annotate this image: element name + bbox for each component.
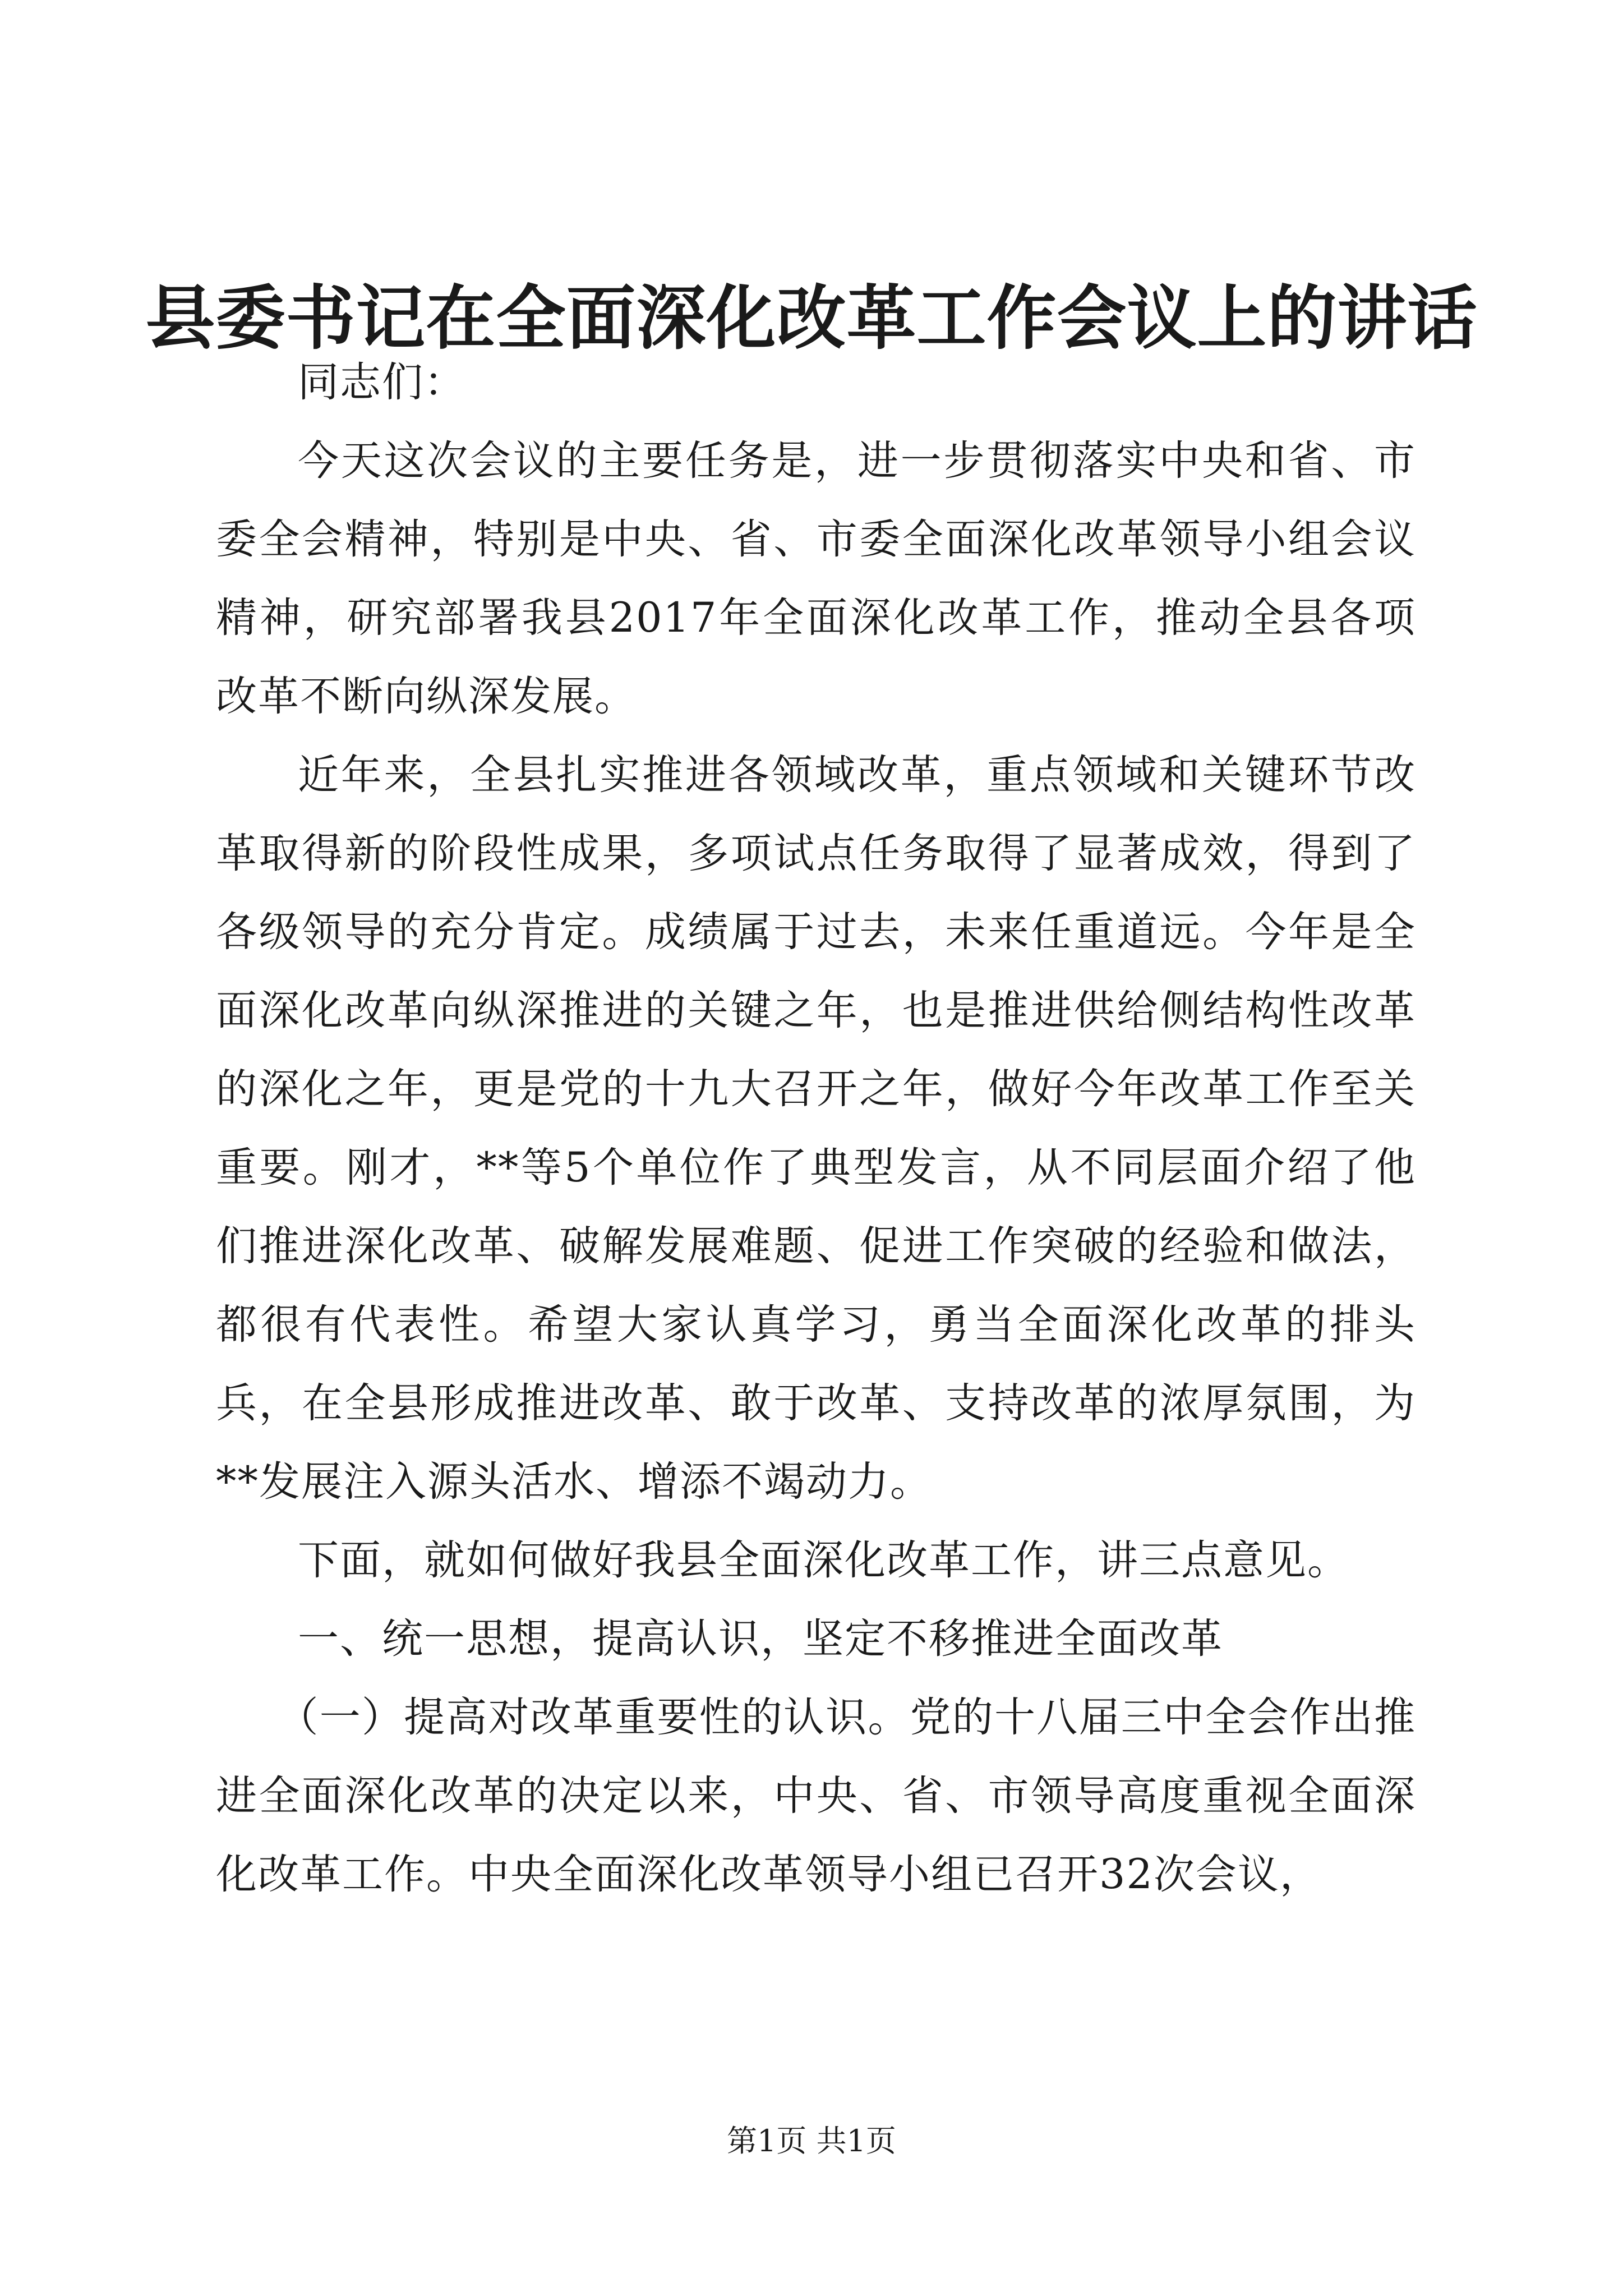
document-body	[216, 343, 1416, 1914]
paragraph: 近年来，全县扎实推进各领域改革，重点领域和关键环节改革取得新的阶段性成果，多项试点任务取得了显著成效，得到了各级领导的充分肯定。成绩属于过去，未来任重道远。今年是全面深化改革向纵深推进的关键之年，也是推进供给侧结构性改革的深化之年，更是党的十九大召开之年，做好今年改革工作至关重要。刚才，**等5个单位作了典型发言，从不同层面介绍了他们推进深化改革、破解发展难题、促进工作突破的经验和做法，都很有代表性。希望大家认真学习，勇当全面深化改革的排头兵，在全县形成推进改革、敢于改革、支持改革的浓厚氛围，为**发展注入源头活水、增添不竭动力。	[216, 751, 1416, 1506]
paragraph: 下面，就如何做好我县全面深化改革工作，讲三点意见。	[298, 1536, 1349, 1584]
salutation: 同志们：	[298, 358, 466, 406]
section-heading: 一、统一思想，提高认识，坚定不移推进全面改革	[298, 1615, 1223, 1663]
paragraph: 今天这次会议的主要任务是，进一步贯彻落实中央和省、市委全会精神，特别是中央、省、市委全面深化改革领导小组会议精神，研究部署我县2017年全面深化改革工作，推动全县各项改革不断向纵深发展。	[216, 437, 1416, 720]
paragraph: （一）提高对改革重要性的认识。党的十八届三中全会作出推进全面深化改革的决定以来，中央、省、市领导高度重视全面深化改革工作。中央全面深化改革领导小组已召开32次会议，	[216, 1694, 1416, 1898]
page-footer: 第1页 共1页	[727, 2123, 896, 2159]
document-title: 县委书记在全面深化改革工作会议上的讲话	[145, 278, 1478, 359]
